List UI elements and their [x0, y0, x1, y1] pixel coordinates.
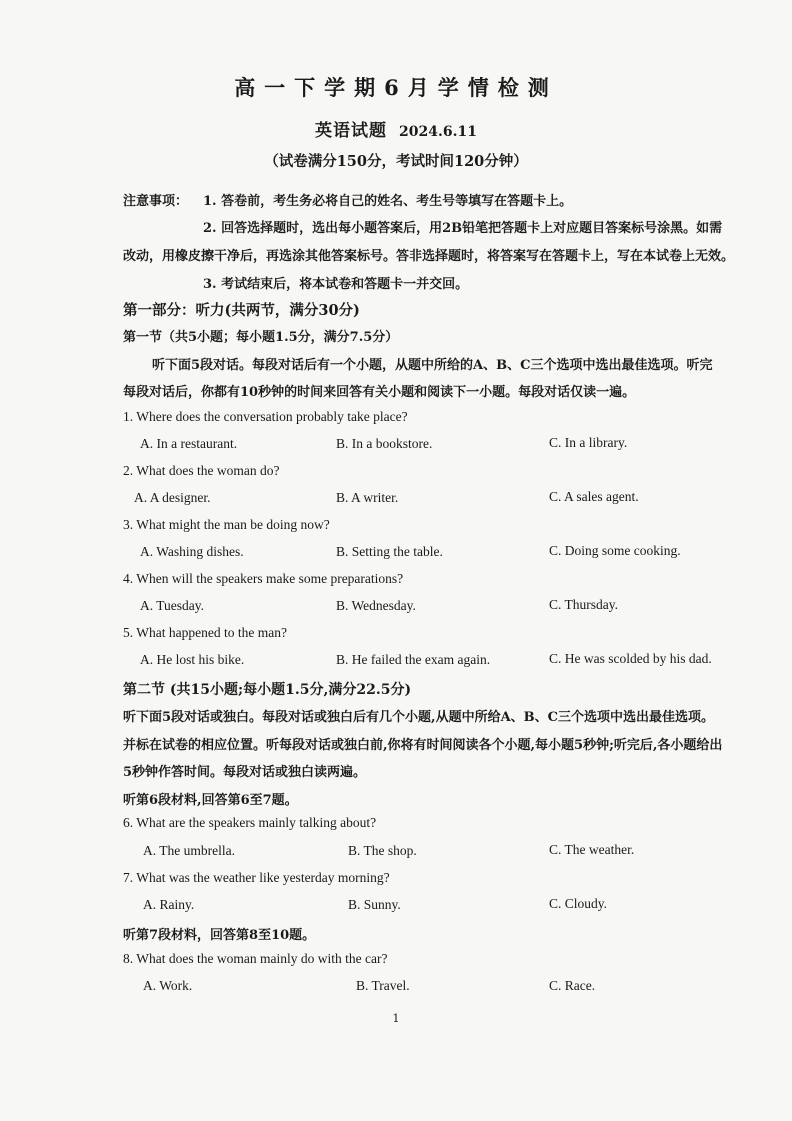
- exam-subject: [0, 116, 792, 141]
- section2-direction-a: 听下面5段对话或独白。每段对话或独白后有几个小题,从题中所给A、B、C三个选项中选出最佳选项。: [123, 710, 714, 725]
- q7-option-c: C. Cloudy.: [549, 896, 608, 911]
- exam-date: 2024.6.11: [399, 124, 477, 140]
- q8-option-a: A. Work.: [143, 978, 193, 993]
- question-1: 1. Where does the conversation probably take place?: [123, 409, 408, 424]
- q2-option-b: B. A writer.: [336, 490, 399, 505]
- section1-heading: 第一节（共5小题；每小题1.5分，满分7.5分）: [123, 330, 399, 345]
- q2-option-c: C. A sales agent.: [549, 489, 639, 504]
- part1-heading: 第一部分：听力(共两节，满分30分): [123, 302, 360, 319]
- q1-option-a: A. In a restaurant.: [140, 436, 238, 451]
- q3-option-c: C. Doing some cooking.: [549, 543, 681, 558]
- material-7-label: 听第7段材料，回答第8至10题。: [123, 928, 316, 943]
- instruction-item-1: 1. 答卷前，考生务必将自己的姓名、考生号等填写在答题卡上。: [203, 194, 573, 209]
- q1-option-c: C. In a library.: [549, 435, 628, 450]
- q3-option-b: B. Setting the table.: [336, 544, 443, 559]
- q6-option-b: B. The shop.: [348, 843, 417, 858]
- instruction-item-3: 3. 考试结束后，将本试卷和答题卡一并交回。: [203, 277, 469, 292]
- q8-option-b: B. Travel.: [356, 978, 410, 993]
- instruction-item-2b: 改动，用橡皮擦干净后，再选涂其他答案标号。答非选择题时，将答案写在答题卡上，写在本试卷上无效。: [123, 249, 735, 264]
- instructions-label: 注意事项：: [123, 194, 189, 209]
- q5-option-c: C. He was scolded by his dad.: [549, 651, 712, 666]
- q6-option-c: C. The weather.: [549, 842, 635, 857]
- q5-option-b: B. He failed the exam again.: [336, 652, 491, 667]
- instruction-item-2a: 2. 回答选择题时，选出每小题答案后，用2B铅笔把答题卡上对应题目答案标号涂黑。如需: [203, 221, 723, 236]
- question-3: 3. What might the man be doing now?: [123, 517, 330, 532]
- page-number: 1: [392, 1012, 400, 1025]
- subject-label: 英语试题: [315, 121, 388, 141]
- q6-option-a: A. The umbrella.: [143, 843, 235, 858]
- q7-option-b: B. Sunny.: [348, 897, 401, 912]
- section2-direction-c: 5秒钟作答时间。每段对话或独白读两遍。: [123, 765, 367, 780]
- q4-option-b: B. Wednesday.: [336, 598, 416, 613]
- exam-title: 高一下学期6月学情检测: [234, 75, 558, 100]
- q2-option-a: A. A designer.: [134, 490, 211, 505]
- section1-direction-b: 每段对话后，你都有10秒钟的时间来回答有关小题和阅读下一小题。每段对话仅读一遍。: [123, 385, 636, 400]
- q3-option-a: A. Washing dishes.: [140, 544, 244, 559]
- q4-option-a: A. Tuesday.: [140, 598, 205, 613]
- question-4: 4. When will the speakers make some preparations?: [123, 571, 404, 586]
- question-2: 2. What does the woman do?: [123, 463, 280, 478]
- question-6: 6. What are the speakers mainly talking about?: [123, 815, 377, 830]
- q8-option-c: C. Race.: [549, 978, 596, 993]
- question-7: 7. What was the weather like yesterday morning?: [123, 870, 390, 885]
- section2-heading: 第二节 (共15小题;每小题1.5分,满分22.5分): [123, 682, 412, 698]
- section2-direction-b: 并标在试卷的相应位置。听每段对话或独白前,你将有时间阅读各个小题,每小题5秒钟;听完后,各小题给出: [123, 738, 723, 753]
- q4-option-c: C. Thursday.: [549, 597, 618, 612]
- question-5: 5. What happened to the man?: [123, 625, 287, 640]
- q1-option-b: B. In a bookstore.: [336, 436, 433, 451]
- material-6-label: 听第6段材料,回答第6至7题。: [123, 793, 298, 808]
- q5-option-a: A. He lost his bike.: [140, 652, 245, 667]
- q7-option-a: A. Rainy.: [143, 897, 195, 912]
- question-8: 8. What does the woman mainly do with the car?: [123, 951, 388, 966]
- section1-direction-a: 听下面5段对话。每段对话后有一个小题，从题中所给的A、B、C三个选项中选出最佳选项。听完: [152, 358, 713, 373]
- exam-note: （试卷满分150分，考试时间120分钟）: [264, 153, 528, 170]
